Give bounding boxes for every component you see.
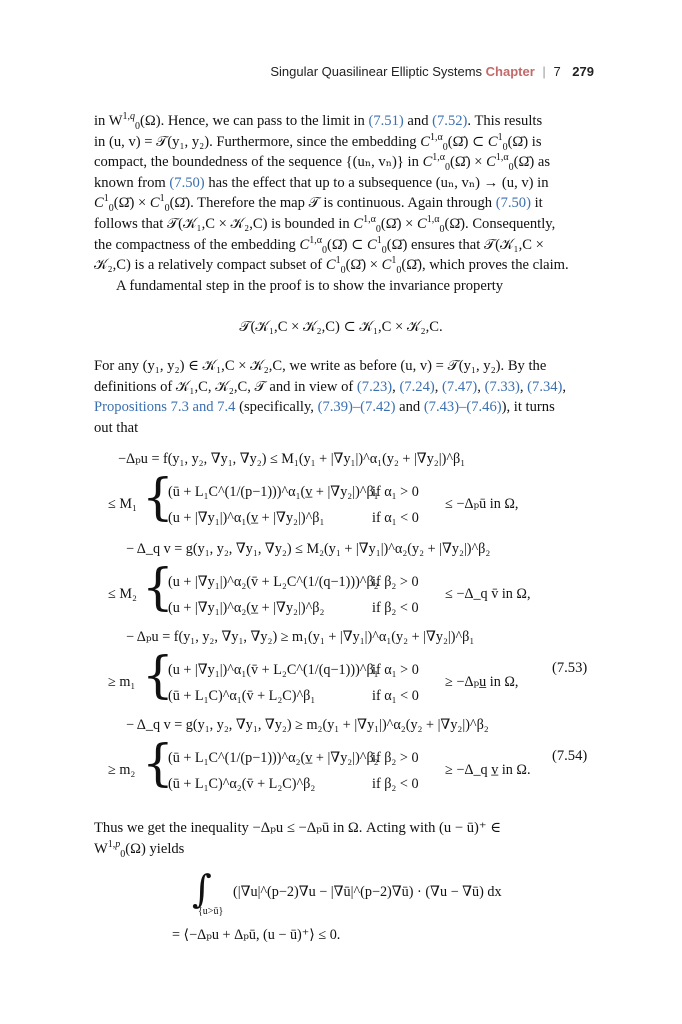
text: known from [94,174,170,191]
line: compact, the boundedness of the sequence {(uₙ, vₙ)} in $C^{1,\alpha}_0(\Omegā)$ × $C^{1,\alpha}_0(\Omegā)$ as [94,152,551,174]
case-condition: if α₁ < 0 [372,688,419,704]
left-brace: { [142,558,174,616]
ref-link[interactable]: (7.39)–(7.42) [317,399,396,416]
line: out that [94,419,139,436]
ref-link[interactable]: (7.23) [356,378,393,395]
left-brace: { [142,468,174,526]
line: Thus we get the inequality −Δₚu ≤ −Δₚū in Ω. Acting with (u − ū)⁺ ∈ [94,820,502,836]
text: ensures that 𝒯(𝒦₁,C × [407,236,544,253]
case-expr: (ū + L₁C^(1/(p−1)))^α₂(v̲ + |∇y₂|)^β₂ [168,750,379,766]
running-title: Singular Quasilinear Elliptic Systems [270,64,483,79]
integral-sign: ∫ [192,867,212,911]
ineq-suffix: ≤ −Δ_q v̄ in Ω, [445,586,531,602]
ineq-prefix: ≤ M₁ [108,496,137,512]
line: 𝒦₂,C) is a relatively compact subset of $C^1_0(\Omegā)$ × $C^1_0(\Omegā)$, which proves the claim. [94,255,569,277]
line: A fundamental step in the proof is to show the invariance property [116,277,504,294]
line: definitions of 𝒦₁,C, 𝒦₂,C, 𝒯 and in view of (7.23), (7.24), (7.47), (7.33), (7.34), [94,378,567,395]
case-expr: (u + |∇y₁|)^α₁(v̄ + L₂C^(1/(q−1)))^β₁ [168,662,379,678]
text: definitions of 𝒦₁,C, 𝒦₂,C, 𝒯 and in view of [94,378,357,395]
text: has the effect that up to a subsequence (uₙ, vₙ) → (u, v) in [204,174,549,191]
text: the compactness of the embedding [94,236,300,253]
text: and [403,113,433,129]
text: , [519,378,528,395]
text: , [434,378,443,395]
paragraph-definitions [94,356,594,438]
equation-number: (7.54) [552,748,588,764]
line: $C^1_0(\Omegā)$ × $C^1_0(\Omegā)$. Therefore the map 𝒯 is continuous. Again through (7.50) it [94,193,543,215]
text: and [395,399,424,416]
ref-link[interactable]: (7.33) [484,378,520,395]
text: (Ω). Hence, we can pass to the limit in [140,113,369,129]
ineq-prefix: ≤ M₂ [108,586,137,602]
left-brace: { [142,646,174,704]
text: as [534,154,551,171]
left-brace: { [142,734,174,792]
case-condition: if β₂ > 0 [372,574,419,590]
ref-link[interactable]: (7.34) [527,378,563,395]
running-header [0,64,594,79]
text: , [477,378,485,395]
line [94,397,594,418]
ref-link[interactable]: (7.50) [169,174,205,191]
text: in W [94,113,123,129]
case-expr: (u + |∇y₁|)^α₂(v̄ + L₂C^(1/(q−1)))^β₂ [168,574,379,590]
case-condition: if β₂ < 0 [372,600,419,616]
line: follows that 𝒯(𝒦₁,C × 𝒦₂,C) is bounded in $C^{1,\alpha}_0(\Omegā)$ × $C^{1,\alpha}_0(\Omegā)$. Consequently, [94,214,556,235]
text: (Ω) yields [125,840,185,857]
text: in (u, v) = 𝒯(y₁, y₂). Furthermore, since the embedding [94,133,421,150]
ref-link[interactable]: (7.47) [442,378,478,395]
line [94,173,594,194]
ineq-prefix: ≥ m₂ [108,762,136,778]
text: . Consequently, [465,215,556,232]
case-expr: (ū + L₁C)^α₁(v̄ + L₂C)^β₁ [168,688,316,704]
ineq-prefix: ≥ m₁ [108,674,136,690]
text: is [528,133,542,150]
line: For any (y₁, y₂) ∈ 𝒦₁,C × 𝒦₂,C, we write as before (u, v) = 𝒯(y₁, y₂). By the [94,358,547,374]
ineq-line: − Δ_q v = g(y₁, y₂, ∇y₁, ∇y₂) ≤ M₂(y₁ + |∇y₁|)^α₂(y₂ + |∇y₂|)^β₂ [126,541,491,557]
line: W$^{1,p}_0$(Ω) yields [94,838,185,860]
invariance-equation: 𝒯(𝒦₁,C × 𝒦₂,C) ⊂ 𝒦₁,C × 𝒦₂,C. [239,319,443,335]
case-expr: (ū + L₁C)^α₂(v̄ + L₂C)^β₂ [168,776,316,792]
case-condition: if β₂ > 0 [372,750,419,766]
case-expr: (ū + L₁C^(1/(p−1)))^α₁(v̲ + |∇y₂|)^β₁ [168,484,379,500]
ref-link[interactable]: (7.52) [432,113,468,129]
text: (specifically, [235,399,318,416]
ineq-suffix: ≥ −Δₚu̲ in Ω, [445,674,519,690]
text: it [530,195,543,212]
case-expr: (u + |∇y₁|)^α₂(v̲ + |∇y₂|)^β₂ [168,600,325,616]
ineq-line: − Δₚu = f(y₁, y₂, ∇y₁, ∇y₂) ≥ m₁(y₁ + |∇y₁|)^α₁(y₂ + |∇y₂|)^β₁ [126,629,475,645]
line: the compactness of the embedding $C^{1,\alpha}_0(\Omegā)$ ⊂ $C^1_0(\Omegā)$ ensures that 𝒯(𝒦₁,C × [94,234,544,256]
ref-link[interactable]: Propositions 7.3 and 7.4 [94,399,236,416]
paragraph-continuation [94,111,594,296]
line: in W$^{1,q}_0$(Ω). Hence, we can pass to the limit in (7.51) and (7.52). This results [94,111,543,132]
case-condition: if α₁ > 0 [372,662,419,678]
header-separator: | [542,64,546,79]
integral-domain: {u>ū} [198,906,224,917]
ref-link[interactable]: (7.24) [399,378,435,395]
text: ), it turns [501,399,555,416]
ineq-line: −Δₚu = f(y₁, y₂, ∇y₁, ∇y₂) ≤ M₁(y₁ + |∇y₁|)^α₁(y₂ + |∇y₂|)^β₁ [118,451,466,467]
integrand: (|∇u|^(p−2)∇u − |∇ū|^(p−2)∇ū) · (∇u − ∇ū) dx [233,884,502,900]
chapter-label: Chapter [485,64,535,79]
chapter-number: 7 [553,64,561,79]
integral-result: = ⟨−Δₚu + Δₚū, (u − ū)⁺⟩ ≤ 0. [172,927,341,943]
text: , which proves the claim. [421,257,569,274]
text: follows that 𝒯(𝒦₁,C × 𝒦₂,C) is bounded in [94,215,354,232]
line: in (u, v) = 𝒯(y₁, y₂). Furthermore, since the embedding $C^{1,\alpha}_0(\Omegā)$ ⊂ $C^1_0(\Omegā)$ is [94,131,542,153]
case-expr: (u + |∇y₁|)^α₁(v̲ + |∇y₂|)^β₁ [168,510,325,526]
case-condition: if β₂ < 0 [372,776,419,792]
paragraph-conclusion [94,818,594,859]
text: , [392,378,400,395]
text: W [94,840,108,857]
ineq-suffix: ≤ −Δₚū in Ω, [445,496,519,512]
text: compact, the boundedness of the sequence {(uₙ, vₙ)} in [94,154,423,171]
ineq-line: − Δ_q v = g(y₁, y₂, ∇y₁, ∇y₂) ≥ m₂(y₁ + |∇y₁|)^α₂(y₂ + |∇y₂|)^β₂ [126,717,489,733]
ref-link[interactable]: (7.50) [495,195,531,212]
equation-number: (7.53) [552,660,588,676]
case-condition: if α₁ > 0 [372,484,419,500]
text: 𝒦₂,C) is a relatively compact subset of [94,257,326,274]
ineq-suffix: ≥ −Δ_q v̲ in Ω. [445,762,531,778]
case-condition: if α₁ < 0 [372,510,419,526]
page-number: 279 [572,64,594,79]
ref-link[interactable]: (7.43)–(7.46) [423,399,502,416]
text: . Therefore the map 𝒯 is continuous. Again through [190,195,496,212]
ref-link[interactable]: (7.51) [368,113,404,129]
text: . This results [467,113,543,129]
